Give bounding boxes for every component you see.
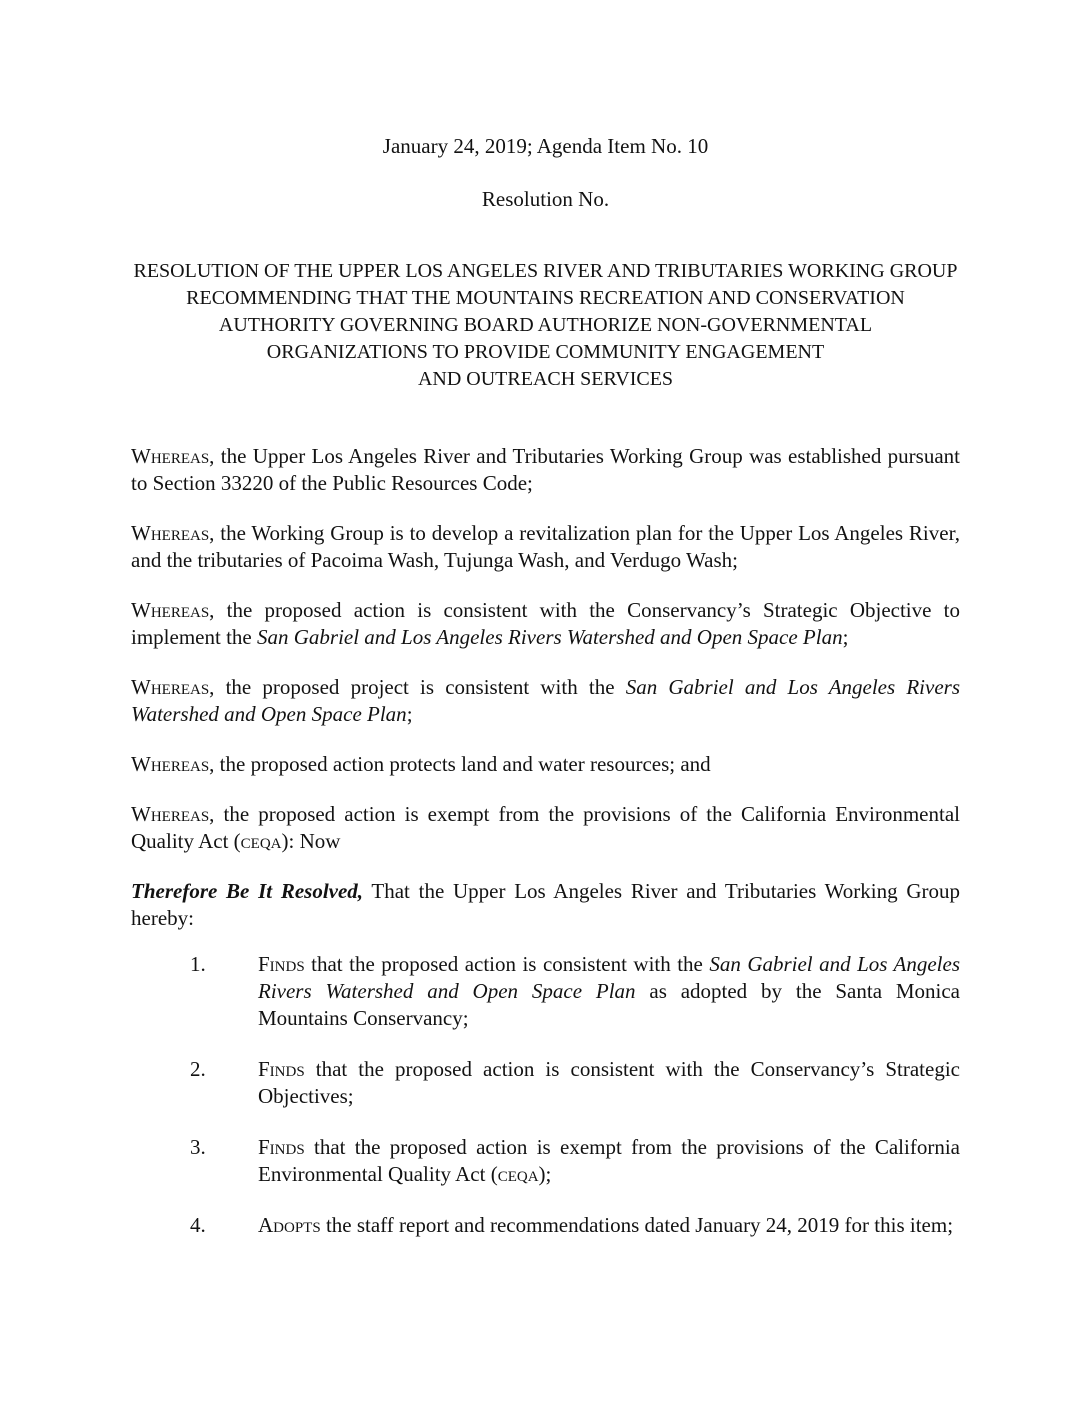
- text-segment: Whereas: [131, 752, 210, 776]
- text-segment: );: [538, 1162, 552, 1186]
- text-segment: that the proposed action is exempt from the provisions of the California Environmental Quality Act (: [258, 1135, 960, 1186]
- text-segment: that the proposed action is consistent with the: [304, 952, 710, 976]
- text-segment: ;: [842, 625, 849, 649]
- text-segment: San Gabriel and Los Angeles Rivers Watershed and Open Space Plan: [256, 625, 843, 649]
- text-segment: ): Now: [281, 829, 341, 853]
- paragraph: [131, 878, 960, 932]
- list-item: [131, 1134, 960, 1188]
- text-segment: That the Upper Los Angeles River and Tributaries Working Group hereby:: [131, 879, 960, 930]
- text-segment: , the proposed action protects land and water resources; and: [209, 752, 711, 776]
- text-segment: San Gabriel and Los Angeles Rivers Watershed and Open Space Plan: [131, 675, 960, 726]
- title-line: RESOLUTION OF THE UPPER LOS ANGELES RIVER AND TRIBUTARIES WORKING GROUP: [133, 260, 958, 282]
- text-segment: Finds: [258, 952, 305, 976]
- title-line: RECOMMENDING THAT THE MOUNTAINS RECREATION AND CONSERVATION: [186, 287, 905, 309]
- text-segment: Whereas: [131, 521, 210, 545]
- text-segment: Finds: [258, 1057, 305, 1081]
- text-segment: , the Working Group is to develop a revitalization plan for the Upper Los Angeles River, and the tributaries of Pacoima Wash, Tujunga Wash, and Verdugo Wash;: [131, 521, 960, 572]
- resolved-items-list: [131, 951, 960, 1239]
- resolution-title: [131, 258, 960, 393]
- text-segment: Whereas: [131, 675, 210, 699]
- list-item: [131, 1212, 960, 1239]
- paragraph: [131, 520, 960, 574]
- title-line: AUTHORITY GOVERNING BOARD AUTHORIZE NON-GOVERNMENTAL: [218, 314, 873, 336]
- title-line: ORGANIZATIONS TO PROVIDE COMMUNITY ENGAGEMENT: [266, 341, 825, 363]
- text-segment: Whereas: [131, 802, 210, 826]
- list-item-number: 2.: [190, 1057, 206, 1081]
- text-segment: , the proposed project is consistent with the: [209, 675, 626, 699]
- list-item: [131, 1056, 960, 1110]
- document-content: [131, 133, 960, 1239]
- list-item-number: 3.: [190, 1135, 206, 1159]
- list-item-number: 4.: [190, 1213, 206, 1237]
- title-line: AND OUTREACH SERVICES: [417, 368, 674, 390]
- list-item-text: [258, 951, 960, 1032]
- list-item: [131, 951, 960, 1032]
- text-segment: , the proposed action is consistent with the Conservancy’s Strategic Objective to implement the: [131, 598, 960, 649]
- text-segment: Adopts: [258, 1213, 321, 1237]
- text-segment: the staff report and recommendations dated January 24, 2019 for this item;: [320, 1213, 954, 1237]
- text-segment: ;: [406, 702, 413, 726]
- text-segment: that the proposed action is consistent with the Conservancy’s Strategic Objectives;: [258, 1057, 960, 1108]
- paragraph: [131, 597, 960, 651]
- text-segment: as adopted by the Santa Monica Mountains Conservancy;: [258, 979, 960, 1030]
- paragraph: [131, 443, 960, 497]
- text-segment: Therefore Be It Resolved,: [131, 879, 364, 903]
- text-segment: , the proposed action is exempt from the provisions of the California Environmental Quality Act (: [131, 802, 960, 853]
- text-segment: Whereas: [131, 598, 210, 622]
- text-segment: , the Upper Los Angeles River and Tributaries Working Group was established pursuant to Section 33220 of the Public Resources Code;: [131, 444, 960, 495]
- text-segment: Whereas: [131, 444, 210, 468]
- agenda-date-line: January 24, 2019; Agenda Item No. 10: [382, 134, 709, 158]
- paragraph: [131, 674, 960, 728]
- paragraph: [131, 801, 960, 855]
- list-item-number: 1.: [190, 952, 206, 976]
- list-item-text: [258, 1056, 960, 1110]
- paragraph: [131, 751, 960, 778]
- whereas-clauses: [131, 443, 960, 932]
- text-segment: ceqa: [240, 829, 282, 853]
- text-segment: ceqa: [497, 1162, 539, 1186]
- list-item-text: [258, 1212, 960, 1239]
- list-item-text: [258, 1134, 960, 1188]
- resolution-number-line: Resolution No.: [481, 187, 610, 211]
- text-segment: San Gabriel and Los Angeles Rivers Watershed and Open Space Plan: [258, 952, 960, 1003]
- text-segment: Finds: [258, 1135, 305, 1159]
